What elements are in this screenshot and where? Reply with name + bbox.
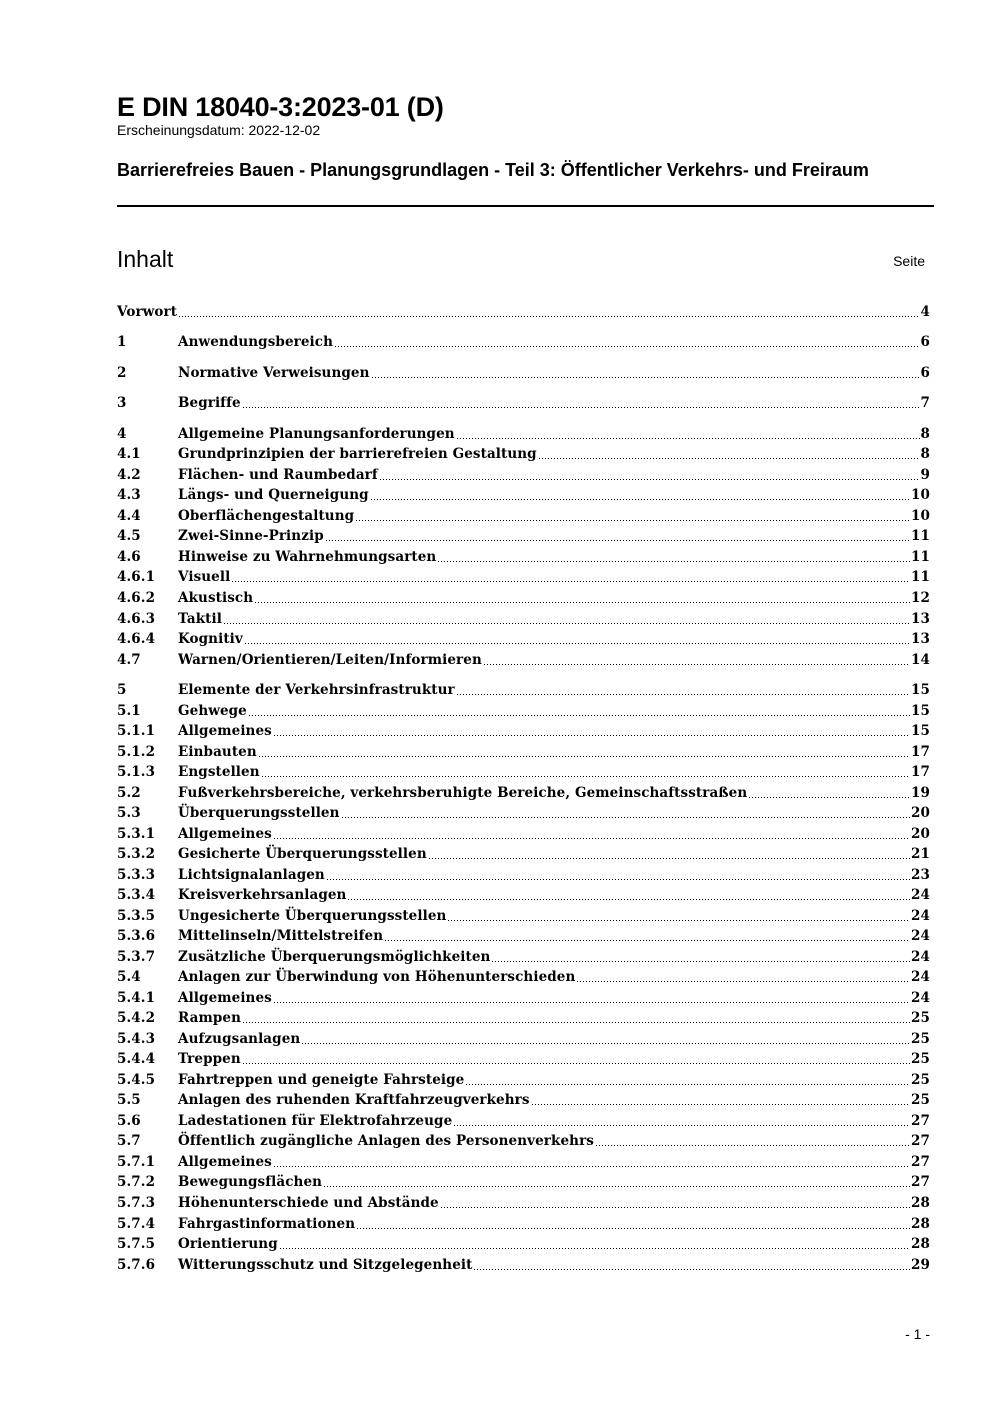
toc-entry-line <box>178 651 930 670</box>
toc-entry-number: 5.3.1 <box>117 826 156 842</box>
toc-entry-number: 4.4 <box>117 508 141 524</box>
toc-entry[interactable] <box>117 1091 930 1110</box>
toc-entry-line <box>178 866 930 885</box>
toc-entry-label: Ladestationen für Elektrofahrzeuge <box>178 1113 453 1129</box>
dot-leader <box>355 519 910 522</box>
toc-entry-number: 5.7.6 <box>117 1257 156 1273</box>
dot-leader <box>279 1247 910 1250</box>
dot-leader <box>273 734 910 737</box>
toc-entry-line <box>178 722 930 741</box>
toc-entry-label: Begriffe <box>178 395 241 411</box>
toc-entry[interactable] <box>117 1050 930 1069</box>
toc-entry[interactable] <box>117 989 930 1008</box>
toc-entry-number: 4.2 <box>117 467 141 483</box>
toc-entry[interactable] <box>117 1153 930 1172</box>
toc-entry[interactable] <box>117 507 930 526</box>
page-column-label: Seite <box>893 253 925 269</box>
toc-entry-number: 5.3.4 <box>117 887 156 903</box>
toc-entry[interactable] <box>117 968 930 987</box>
toc-entry-label: Fahrgastinformationen <box>178 1216 356 1232</box>
toc-entry-number: 4.5 <box>117 528 141 544</box>
toc-entry-page: 6 <box>920 334 930 350</box>
toc-entry-page: 11 <box>911 549 930 565</box>
toc-entry-line <box>178 1071 930 1090</box>
dot-leader <box>301 1042 910 1045</box>
toc-entry[interactable] <box>117 763 930 782</box>
toc-entry-page: 15 <box>911 723 930 739</box>
toc-entry-label: Akustisch <box>178 590 254 606</box>
toc-entry-page: 29 <box>911 1257 930 1273</box>
toc-entry[interactable] <box>117 589 930 608</box>
dot-leader <box>242 406 920 409</box>
dot-leader <box>178 315 919 318</box>
toc-entry-number: 2 <box>117 365 127 381</box>
dot-leader <box>437 560 910 563</box>
toc-entry-line <box>178 486 930 505</box>
dot-leader <box>244 642 910 645</box>
toc-entry-label: Visuell <box>178 569 231 585</box>
toc-entry-label: Mittelinseln/Mittelstreifen <box>178 928 384 944</box>
toc-entry-page: 21 <box>911 846 930 862</box>
toc-entry-page: 4 <box>920 304 930 320</box>
toc-entry-line <box>178 1215 930 1234</box>
toc-entry-number: 4.1 <box>117 446 141 462</box>
toc-entry[interactable] <box>117 527 930 546</box>
toc-entry-line <box>178 1009 930 1028</box>
toc-entry-line <box>178 548 930 567</box>
toc-entry-page: 23 <box>911 867 930 883</box>
toc-entry-label: Engstellen <box>178 764 260 780</box>
toc-entry-line <box>178 927 930 946</box>
document-title: E DIN 18040-3:2023-01 (D) <box>117 92 444 122</box>
dot-leader <box>248 714 910 717</box>
toc-entry-label: Fußverkehrsbereiche, verkehrsberuhigte Bereiche, Gemeinschaftsstraßen <box>178 785 748 801</box>
toc-entry-label: Allgemeines <box>178 723 272 739</box>
toc-entry-number: 5.4 <box>117 969 141 985</box>
toc-entry-line <box>178 1256 930 1275</box>
toc-entry[interactable] <box>117 886 930 905</box>
toc-entry-number: 5.1.2 <box>117 744 156 760</box>
toc-entry-number: 5.3.5 <box>117 908 156 924</box>
toc-entry-label: Zwei-Sinne-Prinzip <box>178 528 324 544</box>
dot-leader <box>261 775 910 778</box>
toc-entry-number: 5.2 <box>117 785 141 801</box>
toc-entry-page: 10 <box>911 487 930 503</box>
toc-entry-page: 24 <box>911 928 930 944</box>
toc-entry-number: 4.6.3 <box>117 611 156 627</box>
toc-entry-label: Fahrtreppen und geneigte Fahrsteige <box>178 1072 465 1088</box>
dot-leader <box>491 960 910 963</box>
dot-leader <box>483 663 910 666</box>
toc-entry-line <box>178 1173 930 1192</box>
toc-entry-page: 25 <box>911 1010 930 1026</box>
toc-entry-number: 5.3 <box>117 805 141 821</box>
toc-entry-line <box>178 784 930 803</box>
toc-entry[interactable] <box>117 1030 930 1049</box>
toc-entry-line <box>178 886 930 905</box>
toc-entry-number: 5.7.4 <box>117 1216 156 1232</box>
toc-entry[interactable] <box>117 1215 930 1234</box>
toc-entry[interactable] <box>117 866 930 885</box>
dot-leader <box>576 980 910 983</box>
toc-entry-page: 27 <box>911 1174 930 1190</box>
toc-entry-page: 19 <box>911 785 930 801</box>
toc-entry[interactable] <box>117 445 930 464</box>
toc-entry-line <box>178 1050 930 1069</box>
toc-entry-line <box>178 527 930 546</box>
toc-entry-line <box>178 948 930 967</box>
toc-entry-label: Gesicherte Überquerungsstellen <box>178 846 427 862</box>
toc-entry-line <box>178 1112 930 1131</box>
toc-entry-line <box>117 303 930 322</box>
toc-entry[interactable] <box>117 568 930 587</box>
toc-entry-page: 8 <box>920 446 930 462</box>
dot-leader <box>334 345 919 348</box>
toc-entry-line <box>178 333 930 352</box>
toc-entry-page: 11 <box>911 569 930 585</box>
toc-entry-number: 5.7 <box>117 1133 141 1149</box>
toc-entry-page: 20 <box>911 826 930 842</box>
toc-entry[interactable] <box>117 303 930 322</box>
toc-entry-page: 7 <box>920 395 930 411</box>
toc-entry[interactable] <box>117 1112 930 1131</box>
toc-entry-label: Rampen <box>178 1010 242 1026</box>
toc-entry-page: 24 <box>911 990 930 1006</box>
toc-entry-line <box>178 907 930 926</box>
toc-entry-line <box>178 989 930 1008</box>
toc-entry-label: Längs- und Querneigung <box>178 487 369 503</box>
toc-entry-number: 5.4.4 <box>117 1051 156 1067</box>
toc-entry-line <box>178 1153 930 1172</box>
toc-entry-line <box>178 630 930 649</box>
toc-entry-number: 5.3.7 <box>117 949 156 965</box>
dot-leader <box>242 1062 910 1065</box>
toc-entry-line <box>178 702 930 721</box>
toc-entry-number: 5.7.3 <box>117 1195 156 1211</box>
dot-leader <box>453 1124 910 1127</box>
toc-entry-line <box>178 763 930 782</box>
toc-entry-page: 28 <box>911 1236 930 1252</box>
toc-entry-line <box>178 1030 930 1049</box>
toc-entry[interactable] <box>117 364 930 383</box>
toc-entry-page: 8 <box>920 426 930 442</box>
toc-entry[interactable] <box>117 948 930 967</box>
toc-entry[interactable] <box>117 548 930 567</box>
toc-entry-number: 5.3.3 <box>117 867 156 883</box>
dot-leader <box>223 622 910 625</box>
toc-entry[interactable] <box>117 1173 930 1192</box>
toc-entry-line <box>178 568 930 587</box>
toc-entry[interactable] <box>117 486 930 505</box>
toc-entry-number: 5.3.6 <box>117 928 156 944</box>
toc-entry-label: Kreisverkehrsanlagen <box>178 887 347 903</box>
dot-leader <box>371 376 920 379</box>
toc-entry-page: 9 <box>920 467 930 483</box>
toc-entry-line <box>178 445 930 464</box>
toc-entry-label: Taktil <box>178 611 222 627</box>
toc-entry-number: 5.4.5 <box>117 1072 156 1088</box>
toc-entry-page: 6 <box>920 365 930 381</box>
toc-entry-label: Überquerungsstellen <box>178 805 340 821</box>
toc-entry[interactable] <box>117 722 930 741</box>
dot-leader <box>748 796 910 799</box>
dot-leader <box>447 919 910 922</box>
toc-entry-number: 5.1.3 <box>117 764 156 780</box>
toc-entry-page: 24 <box>911 949 930 965</box>
toc-entry-label: Anlagen des ruhenden Kraftfahrzeugverkehrs <box>178 1092 530 1108</box>
toc-entry[interactable] <box>117 651 930 670</box>
dot-leader <box>242 1021 910 1024</box>
toc-entry-page: 13 <box>911 631 930 647</box>
toc-entry-page: 28 <box>911 1195 930 1211</box>
toc-entry[interactable] <box>117 1071 930 1090</box>
toc-entry-label: Hinweise zu Wahrnehmungsarten <box>178 549 437 565</box>
toc-entry[interactable] <box>117 1009 930 1028</box>
toc-entry-label: Höhenunterschiede und Abstände <box>178 1195 439 1211</box>
document-subtitle: Barrierefreies Bauen - Planungsgrundlagen - Teil 3: Öffentlicher Verkehrs- und Freiraum <box>117 160 869 180</box>
toc-entry-label: Elemente der Verkehrsinfrastruktur <box>178 682 455 698</box>
toc-entry-label: Bewegungsflächen <box>178 1174 323 1190</box>
toc-entry[interactable] <box>117 825 930 844</box>
toc-entry-page: 12 <box>911 590 930 606</box>
toc-entry[interactable] <box>117 804 930 823</box>
toc-entry[interactable] <box>117 1194 930 1213</box>
toc-entry-label: Allgemeine Planungsanforderungen <box>178 426 455 442</box>
toc-entry-label: Zusätzliche Überquerungsmöglichkeiten <box>178 949 491 965</box>
toc-entry-page: 25 <box>911 1072 930 1088</box>
toc-entry-label: Allgemeines <box>178 1154 272 1170</box>
toc-entry-line <box>178 825 930 844</box>
toc-entry-line <box>178 425 930 444</box>
toc-entry-number: 4 <box>117 426 127 442</box>
toc-entry-label: Oberflächengestaltung <box>178 508 355 524</box>
dot-leader <box>273 837 910 840</box>
toc-entry-number: 5.7.2 <box>117 1174 156 1190</box>
toc-entry-label: Lichtsignalanlagen <box>178 867 325 883</box>
toc-entry-label: Anwendungsbereich <box>178 334 334 350</box>
dot-leader <box>273 1001 910 1004</box>
dot-leader <box>326 878 910 881</box>
toc-entry-line <box>178 1235 930 1254</box>
toc-entry-page: 11 <box>911 528 930 544</box>
toc-entry-page: 28 <box>911 1216 930 1232</box>
toc-entry[interactable] <box>117 425 930 444</box>
toc-entry-number: 4.3 <box>117 487 141 503</box>
dot-leader <box>384 939 910 942</box>
toc-entry-line <box>178 364 930 383</box>
toc-entry-page: 15 <box>911 703 930 719</box>
toc-entry-label: Vorwort <box>117 304 178 320</box>
toc-entry-line <box>178 1194 930 1213</box>
toc-entry-label: Gehwege <box>178 703 247 719</box>
toc-heading: Inhalt <box>117 246 174 272</box>
toc-entry-line <box>178 743 930 762</box>
toc-entry-number: 5.1.1 <box>117 723 156 739</box>
toc-entry-number: 4.6.2 <box>117 590 156 606</box>
toc-entry-page: 15 <box>911 682 930 698</box>
toc-entry-line <box>178 968 930 987</box>
toc-entry[interactable] <box>117 1256 930 1275</box>
toc-entry-line <box>178 845 930 864</box>
toc-entry-page: 27 <box>911 1113 930 1129</box>
dot-leader <box>254 601 910 604</box>
toc-entry-line <box>178 589 930 608</box>
toc-entry-number: 4.6.4 <box>117 631 156 647</box>
toc-entry-page: 20 <box>911 805 930 821</box>
toc-entry[interactable] <box>117 1132 930 1151</box>
dot-leader <box>531 1103 910 1106</box>
dot-leader <box>231 580 910 583</box>
toc-entry-number: 4.6.1 <box>117 569 156 585</box>
toc-entry-label: Orientierung <box>178 1236 278 1252</box>
toc-entry-line <box>178 1091 930 1110</box>
toc-entry[interactable] <box>117 845 930 864</box>
toc-entry[interactable] <box>117 743 930 762</box>
dot-leader <box>323 1185 910 1188</box>
toc-entry[interactable] <box>117 927 930 946</box>
toc-entry-page: 10 <box>911 508 930 524</box>
toc-entry-number: 4.6 <box>117 549 141 565</box>
toc-entry-page: 27 <box>911 1154 930 1170</box>
toc-entry-label: Kognitiv <box>178 631 243 647</box>
toc-entry-label: Treppen <box>178 1051 241 1067</box>
dot-leader <box>356 1227 910 1230</box>
toc-entry-page: 14 <box>911 652 930 668</box>
dot-leader <box>370 498 910 501</box>
dot-leader <box>325 539 910 542</box>
dot-leader <box>465 1083 910 1086</box>
toc-entry-label: Grundprinzipien der barrierefreien Gestaltung <box>178 446 537 462</box>
toc-entry-line <box>178 1132 930 1151</box>
toc-entry-number: 5.7.5 <box>117 1236 156 1252</box>
toc-entry-page: 17 <box>911 764 930 780</box>
toc-entry[interactable] <box>117 610 930 629</box>
toc-entry-page: 27 <box>911 1133 930 1149</box>
dot-leader <box>595 1144 910 1147</box>
toc-entry-number: 5.4.3 <box>117 1031 156 1047</box>
dot-leader <box>273 1165 910 1168</box>
toc-entry-label: Aufzugsanlagen <box>178 1031 301 1047</box>
toc-entry-label: Anlagen zur Überwindung von Höhenunterschieden <box>178 969 576 985</box>
toc-entry-number: 5.6 <box>117 1113 141 1129</box>
toc-entry-line <box>178 466 930 485</box>
toc-entry-page: 17 <box>911 744 930 760</box>
dot-leader <box>456 693 910 696</box>
toc-entry-line <box>178 610 930 629</box>
dot-leader <box>428 857 910 860</box>
toc-entry-line <box>178 681 930 700</box>
toc-entry-number: 5.5 <box>117 1092 141 1108</box>
dot-leader <box>473 1268 910 1271</box>
toc-entry-label: Allgemeines <box>178 826 272 842</box>
toc-entry-number: 5.1 <box>117 703 141 719</box>
toc-entry-label: Witterungsschutz und Sitzgelegenheit <box>178 1257 473 1273</box>
toc-entry-number: 1 <box>117 334 127 350</box>
toc-entry-number: 5 <box>117 682 127 698</box>
toc-entry-label: Allgemeines <box>178 990 272 1006</box>
toc-entry[interactable] <box>117 702 930 721</box>
toc-entry[interactable] <box>117 784 930 803</box>
dot-leader <box>440 1206 910 1209</box>
toc-entry-line <box>178 804 930 823</box>
toc-entry-page: 13 <box>911 611 930 627</box>
toc-entry[interactable] <box>117 630 930 649</box>
toc-entry[interactable] <box>117 333 930 352</box>
toc-entry-page: 25 <box>911 1031 930 1047</box>
toc-entry[interactable] <box>117 1235 930 1254</box>
toc-entry-page: 24 <box>911 887 930 903</box>
toc-entry[interactable] <box>117 394 930 413</box>
toc-entry-line <box>178 507 930 526</box>
toc-entry-label: Öffentlich zugängliche Anlagen des Personenverkehrs <box>178 1133 594 1149</box>
toc-entry-page: 24 <box>911 969 930 985</box>
toc-entry-label: Einbauten <box>178 744 257 760</box>
toc-entry-number: 5.3.2 <box>117 846 156 862</box>
toc-entry[interactable] <box>117 907 930 926</box>
toc-entry[interactable] <box>117 681 930 700</box>
toc-entry-line <box>178 394 930 413</box>
toc-entry-number: 4.7 <box>117 652 141 668</box>
toc-entry-label: Flächen- und Raumbedarf <box>178 467 378 483</box>
dot-leader <box>456 437 920 440</box>
toc-entry-number: 5.4.2 <box>117 1010 156 1026</box>
toc-entry[interactable] <box>117 466 930 485</box>
toc-entry-page: 25 <box>911 1092 930 1108</box>
toc-entry-label: Warnen/Orientieren/Leiten/Informieren <box>178 652 482 668</box>
dot-leader <box>258 755 910 758</box>
publication-date: Erscheinungsdatum: 2022-12-02 <box>117 122 321 138</box>
dot-leader <box>341 816 910 819</box>
toc-entry-page: 24 <box>911 908 930 924</box>
toc-entry-label: Ungesicherte Überquerungsstellen <box>178 908 447 924</box>
dot-leader <box>379 478 920 481</box>
dot-leader <box>538 457 920 460</box>
page-number: - 1 - <box>905 1326 930 1342</box>
toc-entry-number: 5.7.1 <box>117 1154 156 1170</box>
toc-entry-number: 3 <box>117 395 127 411</box>
toc-entry-number: 5.4.1 <box>117 990 156 1006</box>
dot-leader <box>347 898 910 901</box>
toc-entry-label: Normative Verweisungen <box>178 365 370 381</box>
toc-entry-page: 25 <box>911 1051 930 1067</box>
